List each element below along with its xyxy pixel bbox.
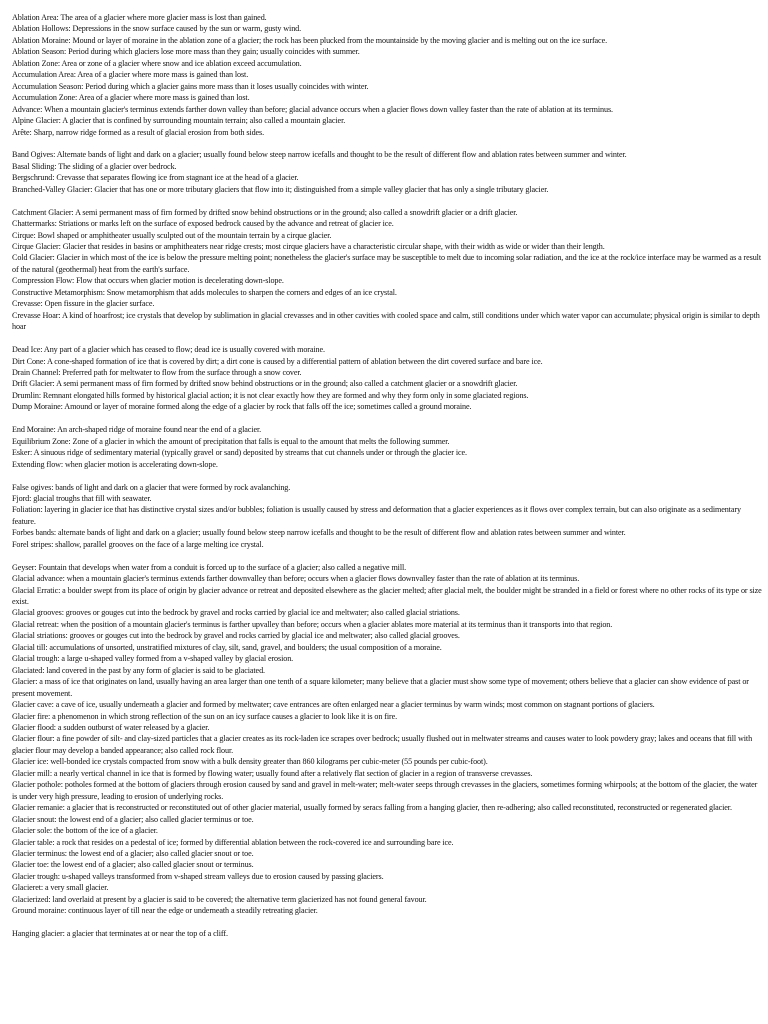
glossary-entry: Alpine Glacier: A glacier that is confined by surrounding mountain terrain; also called a mountain glacier. (12, 116, 346, 126)
glossary-entry: Ablation Season: Period during which glaciers lose more mass than they gain; usually coincides with summer. (12, 47, 360, 57)
glossary-entry: Accumulation Zone: Area of a glacier where more mass is gained than lost. (12, 93, 250, 103)
glossary-entry: Advance: When a mountain glacier's terminus extends farther down valley than before; glacial advance occurs when a glacier flows down valley faster than the rate of ablation at its terminus. (12, 104, 613, 114)
glossary-entry: Glacier snout: the lowest end of a glacier; also called glacier terminus or toe. (12, 814, 254, 824)
glossary-entry: Glacieret: a very small glacier. (12, 883, 109, 893)
glossary-entry: Branched-Valley Glacier: Glacier that has one or more tributary glaciers that flow into it; distinguished from a simple valley glacier that has only a single tributary glacier. (12, 184, 549, 194)
glossary-entry: Constructive Metamorphism: Snow metamorphism that adds molecules to sharpen the corners and edges of an ice crystal. (12, 287, 397, 297)
glossary-section (12, 482, 762, 551)
glossary-entry: Equilibrium Zone: Zone of a glacier in which the amount of precipitation that falls is equal to the amount that melts the following summer. (12, 436, 450, 446)
glossary-section (12, 562, 762, 917)
glossary-entry: Glacial Erratic: a boulder swept from its place of origin by glacier advance or retreat and deposited elsewhere as the glacier melted; after glacial melt, the boulder might be stranded in a field or forest where no other rocks of its type or size exist. (12, 585, 762, 607)
glossary-entry: Glacier mill: a nearly vertical channel in ice that is formed by flowing water; usually found after a relatively flat section of glacier in a region of transverse crevasses. (12, 768, 533, 778)
glossary-section (12, 928, 762, 939)
glossary-entry: Glacier flood: a sudden outburst of water released by a glacier. (12, 723, 210, 732)
glossary-entry: Glacial grooves: grooves or gouges cut into the bedrock by gravel and rocks carried by glacial ice and meltwater; also called glacial striations. (12, 608, 460, 618)
glossary-entry: Ground moraine: continuous layer of till near the edge or underneath a steadily retreating glacier. (12, 906, 318, 916)
glossary-entry: Glacier toe: the lowest end of a glacier; also called glacier snout or terminus. (12, 860, 254, 870)
glossary-entry: Glacier: a mass of ice that originates on land, usually having an area larger than one tenth of a square kilometer; many believe that a glacier must show some type of movement; others believe that a glacier can show evidence of past or present movement. (12, 677, 749, 698)
glossary-entry: Hanging glacier: a glacier that terminates at or near the top of a cliff. (12, 929, 228, 939)
glossary-section (12, 149, 762, 195)
glossary-page (12, 12, 762, 1016)
glossary-entry: Forel stripes: shallow, parallel grooves on the face of a large melting ice crystal. (12, 539, 264, 549)
glossary-entry: Glacier pothole: potholes formed at the bottom of glaciers through erosion caused by sand and gravel in melt-water; melt-water seeps through crevasses in the glaciers, sometimes forming whirpools; at the bottom of the glacier, the water is under very high pressure, leading to erosion of underlying rocks. (12, 780, 758, 801)
glossary-entry: Chattermarks: Striations or marks left on the surface of exposed bedrock caused by the advance and retreat of glacier ice. (12, 219, 394, 229)
glossary-entry: Glacial striations: grooves or gouges cut into the bedrock by gravel and rocks carried by glacial ice and meltwater; also called glacial grooves. (12, 631, 460, 641)
glossary-entry: Glacier remanie: a glacier that is reconstructed or reconstituted out of other glacier material, usually formed by seracs falling from a hanging glacier, then re-adhering; also called reconstituted, reconstructed or regenerated glacier. (12, 803, 732, 813)
glossary-entry: Glacial retreat: when the position of a mountain glacier's terminus is farther upvalley than before; occurs when a glacier ablates more material at its terminus than it transports into that region. (12, 619, 613, 629)
glossary-entry: Glacier trough: u-shaped valleys transformed from v-shaped stream valleys due to erosion caused by passing glaciers. (12, 871, 384, 881)
glossary-section (12, 12, 762, 138)
glossary-entry: Band Ogives: Alternate bands of light and dark on a glacier; usually found below steep narrow icefalls and thought to be the result of different flow and ablation rates between summer and winter. (12, 150, 627, 160)
glossary-entry: Glacier sole: the bottom of the ice of a glacier. (12, 826, 158, 836)
glossary-entry: Crevasse Hoar: A kind of hoarfrost; ice crystals that develop by sublimation in glacial crevasses and in other cavities with cooled space and calm, still conditions under which water vapor can accumulate; physical origin is similar to depth hoar (12, 310, 760, 332)
glossary-entry: Ablation Area: The area of a glacier where more glacier mass is lost than gained. (12, 13, 267, 22)
glossary-entry: Ablation Hollows: Depressions in the snow surface caused by the sun or warm, gusty wind. (12, 24, 302, 34)
glossary-entry: Glacier cave: a cave of ice, usually underneath a glacier and formed by meltwater; cave entrances are often enlarged near a glacier terminus by warm winds; most common on stagnant portions of glaciers. (12, 700, 655, 710)
glossary-section (12, 424, 762, 470)
glossary-entry: Extending flow: when glacier motion is accelerating down-slope. (12, 459, 218, 469)
glossary-entry: Drumlin: Remnant elongated hills formed by historical glacial action; it is not clear exactly how they are formed and why they form only in some glaciated regions. (12, 390, 529, 400)
glossary-entry: Catchment Glacier: A semi permanent mass of firn formed by drifted snow behind obstructions or in the ground; also called a snowdrift glacier or a drift glacier. (12, 207, 518, 217)
glossary-entry: Dump Moraine: Amound or layer of moraine formed along the edge of a glacier by rock that falls off the ice; sometimes called a ground moraine. (12, 402, 472, 412)
glossary-entry: Esker: A sinuous ridge of sedimentary material (typically gravel or sand) deposited by streams that cut channels under or through the glacier ice. (12, 448, 467, 458)
glossary-entry: False ogives: bands of light and dark on a glacier that were formed by rock avalanching. (12, 482, 291, 492)
glossary-section (12, 207, 762, 333)
glossary-entry: Glacier flour: a fine powder of silt- and clay-sized particles that a glacier creates as its rock-laden ice scrapes over bedrock; usually flushed out in meltwater streams and causes water to look powdery gray; lakes and oceans that fill with glacier flour may develop a banded appearance; also called rock flour. (12, 734, 753, 755)
glossary-entry: Glaciated: land covered in the past by any form of glacier is said to be glaciated. (12, 665, 265, 675)
glossary-entry: Bergschrund: Crevasse that separates flowing ice from stagnant ice at the head of a glacier. (12, 173, 299, 183)
glossary-entry: End Moraine: An arch-shaped ridge of moraine found near the end of a glacier. (12, 425, 262, 435)
glossary-entry: Forbes bands: alternate bands of light and dark on a glacier; usually found below steep narrow icefalls and thought to be the result of different flow and ablation rates between summer and winter. (12, 528, 626, 538)
glossary-entry: Arête: Sharp, narrow ridge formed as a result of glacial erosion from both sides. (12, 127, 265, 137)
glossary-entry: Ablation Moraine: Mound or layer of moraine in the ablation zone of a glacier; the rock has been plucked from the mountainside by the moving glacier and is melting out on the ice surface. (12, 35, 608, 45)
glossary-entry: Cirque: Bowl shaped or amphitheater usually sculpted out of the mountain terrain by a cirque glacier. (12, 230, 332, 240)
glossary-entry: Glacial trough: a large u-shaped valley formed from a v-shaped valley by glacial erosion. (12, 654, 294, 664)
glossary-entry: Glacier terminus: the lowest end of a glacier; also called glacier snout or toe. (12, 848, 254, 858)
glossary-entry: Glacier fire: a phenomenon in which strong reflection of the sun on an icy surface causes a glacier to look like it is on fire. (12, 711, 398, 721)
glossary-entry: Ablation Zone: Area or zone of a glacier where snow and ice ablation exceed accumulation. (12, 58, 302, 68)
glossary-entry: Crevasse: Open fissure in the glacier surface. (12, 299, 155, 309)
glossary-entry: Accumulation Area: Area of a glacier where more mass is gained than lost. (12, 70, 249, 80)
glossary-section (12, 344, 762, 413)
glossary-entry: Fjord: glacial troughs that fill with seawater. (12, 493, 152, 503)
glossary-entry: Compression Flow: Flow that occurs when glacier motion is decelerating down-slope. (12, 276, 284, 286)
glossary-entry: Glacier ice: well-bonded ice crystals compacted from snow with a bulk density greater than 860 kilograms per cubic-meter (55 pounds per cubic-foot). (12, 757, 488, 767)
glossary-entry: Cirque Glacier: Glacier that resides in basins or amphitheaters near ridge crests; most cirque glaciers have a characteristic circular shape, with their width as wide or wider than their length. (12, 242, 605, 252)
glossary-entry: Accumulation Season: Period during which a glacier gains more mass than it loses usually coincides with winter. (12, 81, 369, 91)
glossary-entry: Dead Ice: Any part of a glacier which has ceased to flow; dead ice is usually covered with moraine. (12, 345, 325, 355)
glossary-entry: Geyser: Fountain that develops when water from a conduit is forced up to the surface of a glacier; also called a negative mill. (12, 562, 407, 572)
glossary-entry: Drain Channel: Preferred path for meltwater to flow from the surface through a snow cover. (12, 368, 302, 377)
glossary-entry: Cold Glacier: Glacier in which most of the ice is below the pressure melting point; nonetheless the glacier's surface may be susceptible to melt due to incoming solar radiation, and the ice at the rock/ice interface may be warmed as a result of the natural (geothermal) heat from the earth's surface. (12, 253, 761, 274)
glossary-entry: Glacier table: a rock that resides on a pedestal of ice; formed by differential ablation between the rock-covered ice and surrounding bare ice. (12, 837, 454, 847)
glossary-entry: Glacial advance: when a mountain glacier's terminus extends farther downvalley than before; occurs when a glacier flows downvalley faster than the rate of ablation at its terminus. (12, 574, 580, 584)
glossary-entry: Glacial till: accumulations of unsorted, unstratified mixtures of clay, silt, sand, gravel, and boulders; the usual composition of a moraine. (12, 642, 442, 652)
glossary-entry: Drift Glacier: A semi permanent mass of firn formed by drifted snow behind obstructions or in the ground; also called a catchment glacier or a snowdrift glacier. (12, 379, 518, 389)
glossary-entry: Glacierized: land overlaid at present by a glacier is said to be covered; the alternative term glacierized has not found general favour. (12, 894, 427, 904)
glossary-entry: Basal Sliding: The sliding of a glacier over bedrock. (12, 161, 177, 171)
glossary-entry: Foliation: layering in glacier ice that has distinctive crystal sizes and/or bubbles; foliation is usually caused by stress and deformation that a glacier experiences as it flows over complex terrain, but can also originate as a sedimentary feature. (12, 505, 741, 526)
glossary-entry: Dirt Cone: A cone-shaped formation of ice that is covered by dirt; a dirt cone is caused by a differential pattern of ablation between the dirt covered surface and bare ice. (12, 356, 543, 366)
